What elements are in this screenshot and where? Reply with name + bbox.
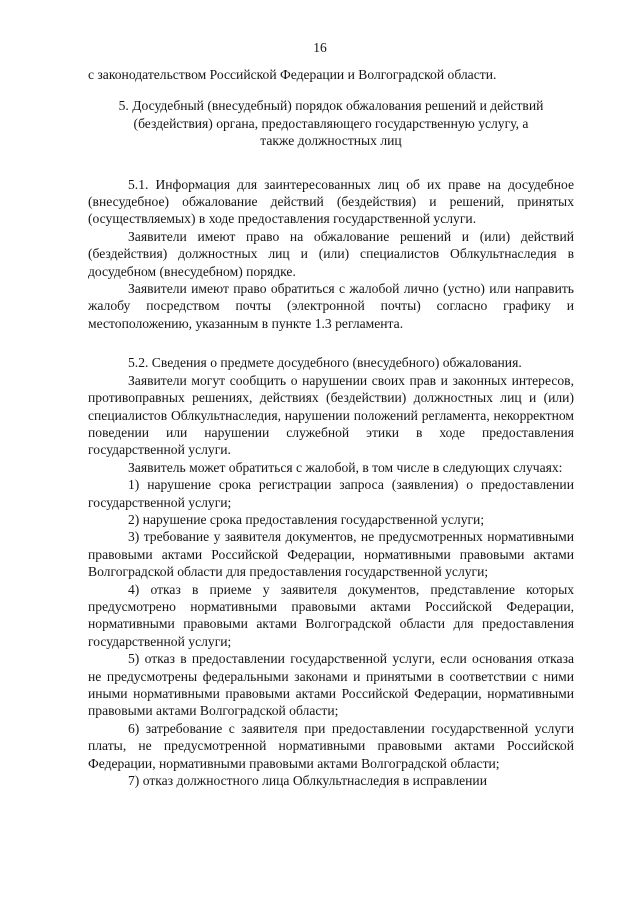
list-item: 3) требование у заявителя документов, не предусмотренных нормативными правовыми актами Российской Федерации, нормативными правовыми актами Волгоградской области для предоставления государственной услуги; [88, 529, 574, 580]
paragraph-5-2: 5.2. Сведения о предмете досудебного (внесудебного) обжалования. [128, 355, 522, 371]
paragraph-continuation: с законодательством Российской Федерации и Волгоградской области. [88, 67, 497, 82]
list-item: 4) отказ в приеме у заявителя документов, представление которых предусмотрено нормативными правовыми актами Российской Федерации, нормативными правовыми актами Волгоградской области для предоставления государственной услуги; [88, 581, 574, 649]
paragraph: Заявители могут сообщить о нарушении своих прав и законных интересов, противоправных решениях, действиях (бездействии) должностных лиц и (или) специалистов Облкультнаследия, нарушении положений регламента, некорректном поведении или нарушении служебной этики в ходе предоставления государственной услуги. [88, 372, 574, 458]
section-heading: 5. Досудебный (внесудебный) порядок обжалования решений и действий (бездействия) органа, предоставляющего государственную услугу, а также должностных лиц [118, 98, 544, 149]
paragraph: Заявители имеют право обратиться с жалобой лично (устно) или направить жалобу посредством почты (электронной почты) согласно графику и местоположению, указанным в пункте 1.3 регламента. [88, 281, 574, 331]
paragraph: Заявители имеют право на обжалование решений и (или) действий (бездействия) должностных лиц и (или) специалистов Облкультнаследия в досудебном (внесудебном) порядке. [88, 228, 574, 279]
page-number: 16 [313, 40, 327, 55]
list-item: 1) нарушение срока регистрации запроса (заявления) о предоставлении государственной услуги; [88, 477, 574, 510]
paragraph: Заявитель может обратиться с жалобой, в том числе в следующих случаях: [128, 459, 563, 475]
document-body [88, 66, 574, 789]
list-item: 2) нарушение срока предоставления государственной услуги; [128, 511, 485, 527]
list-item: 5) отказ в предоставлении государственной услуги, если основания отказа не предусмотрены федеральными законами и принятыми в соответствии с ними иными нормативными правовыми актами Российской Федерации, нормативными правовыми актами Волгоградской области; [88, 651, 574, 719]
list-item: 6) затребование с заявителя при предоставлении государственной услуги платы, не предусмотренной нормативными правовыми актами Российской Федерации, нормативными правовыми актами Волгоградской области; [88, 720, 574, 771]
paragraph-5-1: 5.1. Информация для заинтересованных лиц об их праве на досудебное (внесудебное) обжалование действий (бездействия) и решений, принятых (осуществляемых) в ходе предоставления государственной услуги. [88, 176, 574, 227]
list-item: 7) отказ должностного лица Облкультнаследия в исправлении [128, 773, 487, 789]
